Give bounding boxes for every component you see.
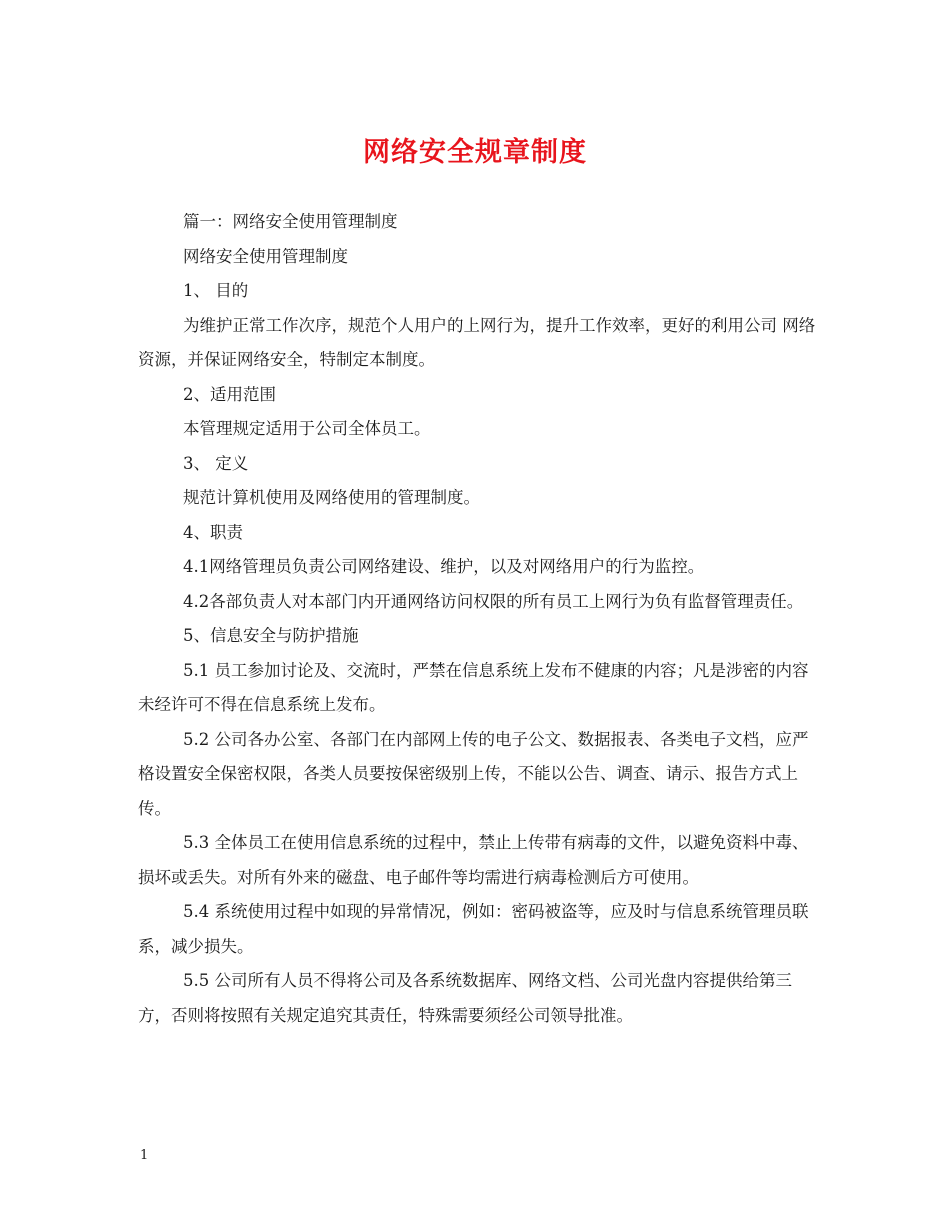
paragraph-4-2: 4.2各部负责人对本部门内开通网络访问权限的所有员工上网行为负有监督管理责任。 [183,591,804,611]
paragraph-section-heading: 篇一：网络安全使用管理制度 [183,212,398,231]
paragraph-subtitle: 网络安全使用管理制度 [183,246,348,266]
paragraph-4-1: 4.1网络管理员负责公司网络建设、维护，以及对网络用户的行为监控。 [183,557,705,576]
document-title: 网络安全规章制度 [363,137,587,168]
document-body [138,205,818,1033]
paragraph-5-4: 5.4 系统使用过程中如现的异常情况，例如：密码被盗等，应及时与信息系统管理员联系，减少损失。 [138,902,809,956]
paragraph-item-3-heading: 3、 定义 [183,453,249,473]
paragraph-5-5: 5.5 公司所有人员不得将公司及各系统数据库、网络文档、公司光盘内容提供给第三方，否则将按照有关规定追究其责任，特殊需要须经公司领导批准。 [138,971,792,1025]
paragraph-5-1: 5.1 员工参加讨论及、交流时，严禁在信息系统上发布不健康的内容；凡是涉密的内容未经许可不得在信息系统上发布。 [138,660,809,714]
page-number: 1 [140,1148,149,1163]
paragraph-item-1-heading: 1、 目的 [183,281,249,300]
paragraph-5-3: 5.3 全体员工在使用信息系统的过程中，禁止上传带有病毒的文件，以避免资料中毒、损坏或丢失。对所有外来的磁盘、电子邮件等均需进行病毒检测后方可使用。 [138,833,809,887]
paragraph-item-2-heading: 2、适用范围 [183,384,276,404]
paragraph-item-4-heading: 4、职责 [183,522,243,542]
paragraph-purpose: 为维护正常工作次序，规范个人用户的上网行为，提升工作效率，更好的利用公司 网络资源，并保证网络安全，特制定本制度。 [138,315,816,369]
paragraph-item-5-heading: 5、信息安全与防护措施 [183,626,359,645]
paragraph-definition: 规范计算机使用及网络使用的管理制度。 [183,488,480,507]
paragraph-5-2: 5.2 公司各办公室、各部门在内部网上传的电子公文、数据报表、各类电子文档，应严格设置安全保密权限，各类人员要按保密级别上传，不能以公告、调查、请示、报告方式上传。 [138,729,809,818]
paragraph-scope: 本管理规定适用于公司全体员工。 [183,419,431,438]
